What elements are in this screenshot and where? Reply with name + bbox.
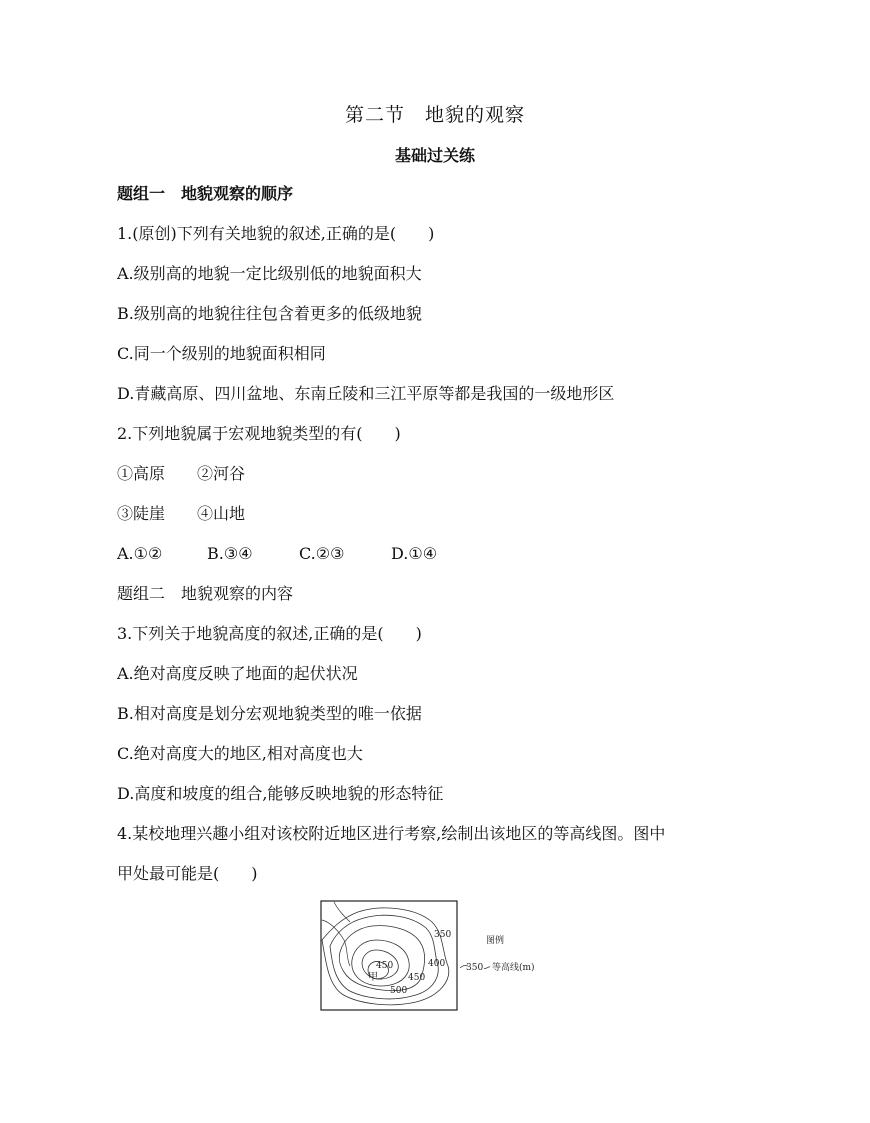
- q1-stem: 1.(原创)下列有关地貌的叙述,正确的是( ): [117, 224, 435, 243]
- label-450-center: 450: [376, 961, 394, 971]
- label-500: 500: [390, 986, 408, 996]
- q2-items-row1: ①高原 ②河谷: [117, 464, 246, 483]
- q3-stem: 3.下列关于地貌高度的叙述,正确的是( ): [117, 624, 422, 643]
- legend-contour-label: 等高线(m): [492, 963, 535, 973]
- contour-map-figure: [320, 900, 550, 1012]
- q2-option-a: A.①②: [117, 544, 163, 563]
- group1-heading: 题组一 地貌观察的顺序: [117, 184, 294, 203]
- legend-contour-value: 350: [466, 963, 484, 973]
- q2-options: [117, 543, 437, 565]
- section-title: 第二节 地貌的观察: [344, 104, 525, 126]
- q2-items-row2: ③陡崖 ④山地: [117, 504, 246, 523]
- section-subtitle: 基础过关练: [394, 146, 475, 165]
- q1-option-a: A.级别高的地貌一定比级别低的地貌面积大: [117, 264, 422, 283]
- q4-stem-line2: 甲处最可能是( ): [117, 864, 258, 883]
- group2-heading: 题组二 地貌观察的内容: [117, 584, 294, 603]
- q1-option-b: B.级别高的地貌往往包含着更多的低级地貌: [117, 304, 422, 323]
- contour-edge-line-2: [334, 902, 350, 922]
- q2-stem: 2.下列地貌属于宏观地貌类型的有( ): [117, 424, 401, 443]
- q4-stem-line1: 4.某校地理兴趣小组对该校附近地区进行考察,绘制出该地区的等高线图。图中: [117, 824, 666, 843]
- q2-option-b: B.③④: [207, 544, 253, 563]
- q1-option-c: C.同一个级别的地貌面积相同: [117, 344, 326, 363]
- q3-option-a: A.绝对高度反映了地面的起伏状况: [117, 664, 358, 683]
- legend-contour-symbol-tail: [484, 967, 490, 969]
- q2-option-d: D.①④: [391, 544, 438, 563]
- q2-option-c: C.②③: [299, 544, 345, 563]
- q3-option-d: D.高度和坡度的组合,能够反映地貌的形态特征: [117, 784, 444, 803]
- label-400: 400: [428, 959, 446, 969]
- label-450-right: 450: [408, 973, 426, 983]
- contour-edge-line: [322, 920, 350, 966]
- q1-option-d: D.青藏高原、四川盆地、东南丘陵和三江平原等都是我国的一级地形区: [117, 384, 615, 403]
- q3-option-c: C.绝对高度大的地区,相对高度也大: [117, 744, 363, 763]
- label-350: 350: [434, 930, 452, 940]
- label-jia: 甲: [368, 972, 378, 983]
- legend-title: 图例: [486, 936, 505, 946]
- q3-option-b: B.相对高度是划分宏观地貌类型的唯一依据: [117, 704, 422, 723]
